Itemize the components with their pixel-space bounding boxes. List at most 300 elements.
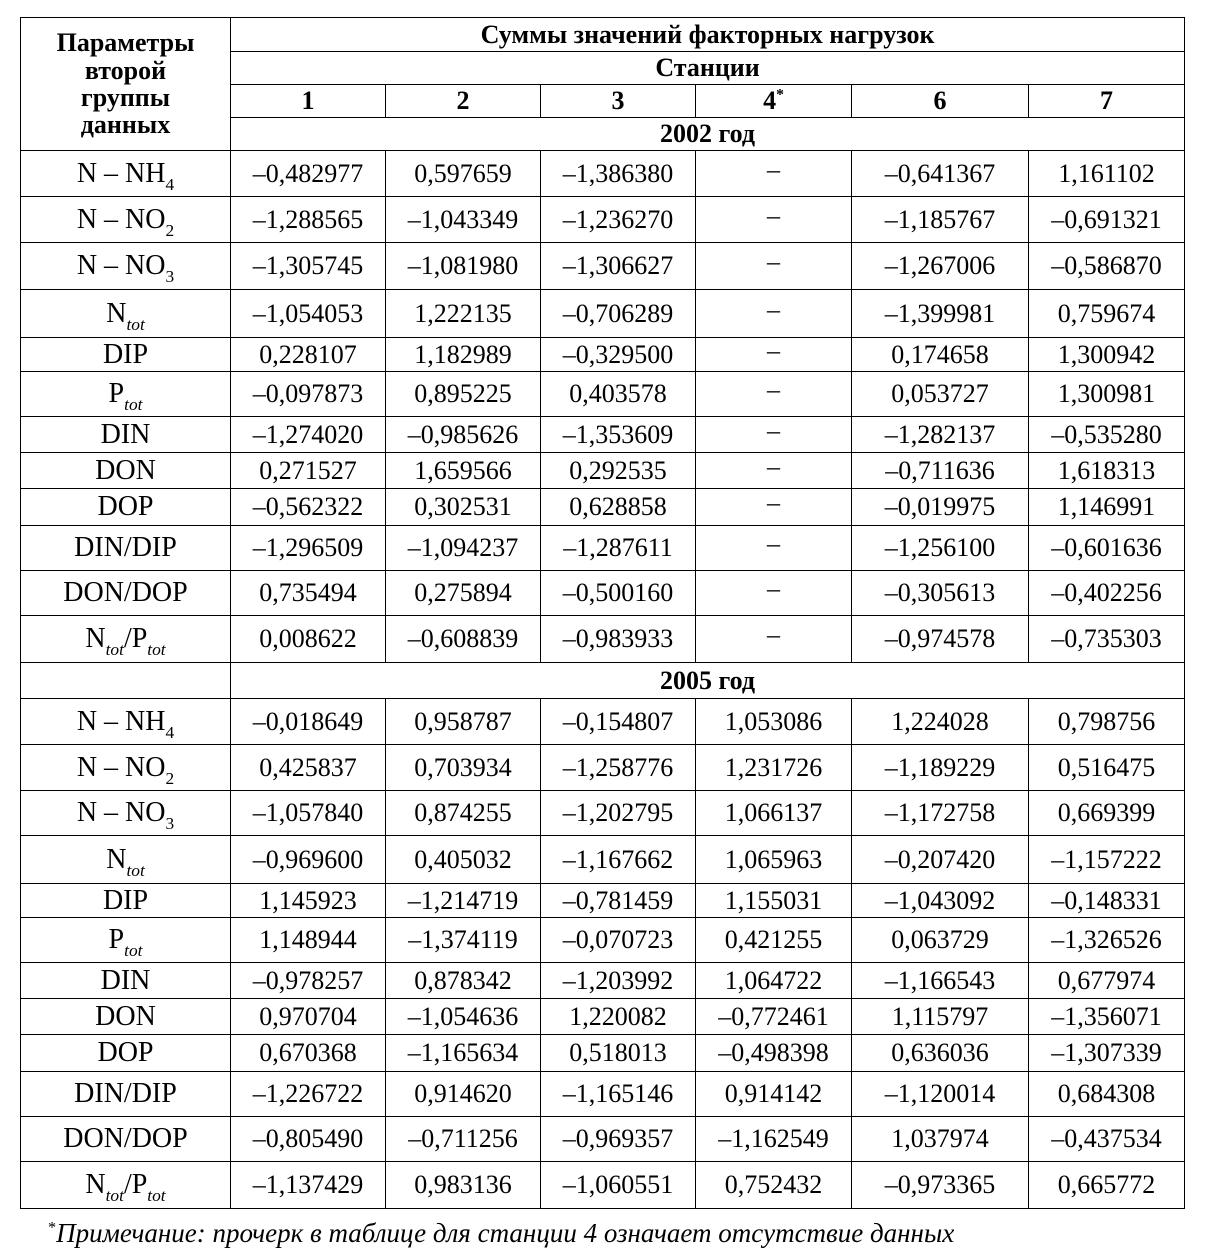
value-cell	[541, 791, 696, 836]
table-row	[21, 526, 1185, 571]
value-text: 0,874255	[414, 798, 512, 828]
value-cell	[852, 1162, 1029, 1209]
value-cell	[1029, 243, 1185, 290]
value-text: 0,752432	[724, 1170, 823, 1200]
parameter-main: DIP	[102, 884, 149, 916]
parameter-main: N – NO	[76, 203, 166, 235]
value-cell	[386, 963, 541, 999]
parameter-name	[21, 1035, 231, 1072]
table-row	[21, 836, 1185, 884]
parameter-name	[21, 1162, 231, 1209]
value-cell	[541, 571, 696, 616]
station-footnote-mark: *	[776, 86, 784, 104]
value-cell	[386, 290, 541, 338]
value-cell	[696, 791, 852, 836]
value-cell	[541, 616, 696, 663]
value-text: 0,275894	[414, 578, 512, 608]
value-text: 1,066137	[724, 798, 823, 828]
value-text: –1,172758	[884, 798, 996, 828]
value-text: 1,300981	[1057, 379, 1156, 409]
parameter-main: N	[106, 843, 127, 875]
value-cell	[231, 453, 386, 489]
parameter-subscript: tot	[124, 941, 143, 961]
value-text: –0,097873	[252, 379, 364, 409]
value-cell	[1029, 338, 1185, 372]
value-text: –	[767, 620, 780, 650]
value-text: –1,054053	[252, 298, 364, 328]
value-text: 0,053727	[891, 379, 989, 409]
parameter-subscript: tot	[147, 1186, 166, 1206]
value-cell	[696, 197, 852, 243]
value-cell	[1029, 417, 1185, 453]
value-cell	[696, 884, 852, 918]
parameter-main: DIN/DIP	[74, 1078, 177, 1110]
value-cell	[231, 1072, 386, 1117]
value-cell	[541, 197, 696, 243]
value-cell	[696, 526, 852, 571]
parameter-name	[21, 338, 231, 372]
value-cell	[386, 526, 541, 571]
parameter-name	[21, 999, 231, 1035]
value-text: –0,154807	[562, 706, 674, 736]
value-text: 1,148944	[259, 925, 357, 955]
table-row	[21, 918, 1185, 963]
value-text: –1,043349	[407, 204, 519, 234]
value-cell	[386, 1162, 541, 1209]
value-cell	[852, 243, 1029, 290]
value-cell	[852, 151, 1029, 197]
value-text: –1,214719	[407, 885, 519, 915]
value-cell	[1029, 1035, 1185, 1072]
value-text: 1,300942	[1057, 339, 1156, 369]
value-text: –1,060551	[562, 1170, 674, 1200]
value-cell	[852, 745, 1029, 791]
parameter-subscript: tot	[105, 640, 124, 660]
value-text: 1,182989	[414, 339, 512, 369]
value-cell	[696, 963, 852, 999]
value-cell	[1029, 372, 1185, 417]
parameter-name	[21, 526, 231, 571]
value-cell	[231, 963, 386, 999]
value-text: –1,306627	[562, 251, 674, 281]
param-column-header	[21, 18, 231, 151]
parameter-name	[21, 836, 231, 884]
value-cell	[852, 417, 1029, 453]
value-text: –0,974578	[884, 624, 996, 654]
value-cell	[386, 489, 541, 526]
parameter-main: DOP	[97, 1037, 154, 1069]
parameter-main: N – NH	[76, 705, 166, 737]
value-text: 0,597659	[414, 158, 512, 188]
value-text: –1,054636	[407, 1001, 519, 1031]
value-text: 1,037974	[891, 1124, 989, 1154]
value-text: 0,421255	[724, 925, 823, 955]
value-text: –	[767, 247, 780, 277]
value-text: –1,081980	[407, 251, 519, 281]
value-cell	[1029, 616, 1185, 663]
value-text: –1,256100	[884, 533, 996, 563]
value-text: 1,053086	[724, 706, 823, 736]
value-cell	[1029, 884, 1185, 918]
table-row	[21, 745, 1185, 791]
value-cell	[852, 453, 1029, 489]
value-text: –0,978257	[252, 965, 364, 995]
value-cell	[696, 745, 852, 791]
value-cell	[231, 151, 386, 197]
parameter-main: /P	[123, 1169, 148, 1201]
value-text: 0,895225	[414, 379, 512, 409]
value-text: –	[767, 375, 780, 405]
value-text: 1,224028	[891, 706, 989, 736]
value-text: 1,145923	[259, 885, 357, 915]
value-cell	[541, 417, 696, 453]
value-text: –0,711256	[408, 1124, 518, 1154]
value-text: 0,878342	[414, 965, 512, 995]
value-cell	[231, 1117, 386, 1162]
value-text: –1,267006	[884, 251, 996, 281]
parameter-main: /P	[123, 623, 148, 655]
value-text: –	[767, 294, 780, 324]
station-header-1	[231, 85, 386, 118]
parameter-name	[21, 1117, 231, 1162]
value-cell	[1029, 999, 1185, 1035]
parameter-name	[21, 884, 231, 918]
value-text: 1,146991	[1057, 492, 1156, 522]
value-cell	[231, 616, 386, 663]
value-cell	[231, 338, 386, 372]
parameter-subscript: tot	[126, 860, 145, 880]
station-number: 4	[763, 86, 777, 116]
parameter-main: N – NO	[76, 797, 166, 829]
table-row	[21, 372, 1185, 417]
value-cell	[386, 338, 541, 372]
value-cell	[386, 616, 541, 663]
value-cell	[231, 1162, 386, 1209]
year-label: 2002 год	[231, 118, 1185, 151]
value-text: –0,329500	[562, 339, 674, 369]
table-row	[21, 338, 1185, 372]
value-text: –0,498398	[718, 1038, 829, 1068]
value-cell	[852, 197, 1029, 243]
table-row	[21, 151, 1185, 197]
value-text: –0,641367	[884, 158, 996, 188]
value-cell	[696, 999, 852, 1035]
value-text: –1,307339	[1051, 1038, 1162, 1068]
value-text: –1,189229	[884, 752, 996, 782]
value-text: 0,063729	[891, 925, 989, 955]
value-cell	[541, 1072, 696, 1117]
value-cell	[1029, 791, 1185, 836]
value-text: –0,805490	[252, 1124, 364, 1154]
value-text: –1,165146	[562, 1079, 674, 1109]
table-row	[21, 197, 1185, 243]
value-text: –1,305745	[252, 251, 364, 281]
value-text: –1,203992	[562, 965, 674, 995]
param-header-line: данных	[80, 110, 171, 140]
value-cell	[386, 745, 541, 791]
value-cell	[696, 571, 852, 616]
value-text: –	[767, 574, 780, 604]
value-text: –1,166543	[884, 965, 996, 995]
value-text: –1,353609	[562, 419, 674, 449]
value-cell	[852, 836, 1029, 884]
value-cell	[1029, 699, 1185, 745]
parameter-main: DON	[95, 1000, 156, 1032]
param-header-line: группы	[80, 83, 171, 112]
value-cell	[1029, 836, 1185, 884]
value-cell	[541, 1117, 696, 1162]
parameter-main: N	[85, 623, 106, 655]
parameter-subscript: 2	[165, 220, 175, 240]
value-text: –0,985626	[407, 419, 519, 449]
table-row	[21, 417, 1185, 453]
value-cell	[386, 243, 541, 290]
param-header-line: Параметры	[56, 28, 195, 58]
value-cell	[1029, 489, 1185, 526]
value-text: –	[767, 415, 780, 445]
value-text: –1,326526	[1051, 925, 1162, 955]
value-cell	[1029, 1162, 1185, 1209]
value-cell	[541, 489, 696, 526]
value-text: –0,482977	[252, 158, 364, 188]
value-text: –0,070723	[562, 925, 674, 955]
value-text: 1,064722	[724, 965, 823, 995]
station-number: 6	[933, 86, 947, 116]
parameter-name	[21, 290, 231, 338]
parameter-name	[21, 372, 231, 417]
value-text: –0,969357	[562, 1124, 674, 1154]
value-cell	[852, 290, 1029, 338]
parameter-main: DON/DOP	[63, 577, 188, 609]
parameter-name	[21, 616, 231, 663]
value-cell	[541, 243, 696, 290]
value-cell	[696, 1072, 852, 1117]
value-text: 0,914142	[724, 1079, 823, 1109]
blank-cell	[21, 663, 231, 699]
value-cell	[852, 699, 1029, 745]
parameter-subscript: tot	[126, 314, 145, 334]
parameter-main: DIP	[102, 338, 149, 370]
table-row	[21, 616, 1185, 663]
value-cell	[696, 243, 852, 290]
station-header-6	[852, 85, 1029, 118]
value-cell	[386, 571, 541, 616]
value-text: 1,065963	[724, 844, 823, 874]
value-text: –1,226722	[252, 1079, 364, 1109]
parameter-name	[21, 571, 231, 616]
value-cell	[231, 526, 386, 571]
value-cell	[696, 699, 852, 745]
value-cell	[696, 151, 852, 197]
value-text: 1,115797	[891, 1001, 989, 1031]
table-row	[21, 1072, 1185, 1117]
value-cell	[541, 338, 696, 372]
value-text: –1,043092	[884, 885, 996, 915]
value-text: –1,258776	[562, 752, 674, 782]
value-cell	[231, 836, 386, 884]
value-text: –	[767, 488, 780, 518]
table-row	[21, 1162, 1185, 1209]
parameter-main: P	[108, 378, 125, 410]
value-text: 0,983136	[414, 1170, 512, 1200]
parameter-main: DON/DOP	[63, 1123, 188, 1155]
parameter-main: DIN	[100, 418, 151, 450]
value-text: 0,703934	[414, 752, 512, 782]
value-cell	[852, 338, 1029, 372]
value-cell	[386, 999, 541, 1035]
value-cell	[541, 745, 696, 791]
parameter-name	[21, 918, 231, 963]
value-text: 0,669399	[1057, 798, 1156, 828]
parameter-main: P	[108, 924, 125, 956]
value-cell	[696, 1035, 852, 1072]
value-text: 0,665772	[1057, 1170, 1156, 1200]
value-text: –1,094237	[407, 533, 519, 563]
value-text: –1,120014	[884, 1079, 996, 1109]
value-text: 0,636036	[891, 1038, 989, 1068]
table-row	[21, 453, 1185, 489]
value-text: –0,735303	[1051, 624, 1162, 654]
station-header-4	[696, 85, 852, 118]
table-row	[21, 290, 1185, 338]
value-cell	[541, 1035, 696, 1072]
factor-loadings-table	[20, 17, 1185, 1209]
value-cell	[386, 918, 541, 963]
value-cell	[231, 699, 386, 745]
value-cell	[1029, 1072, 1185, 1117]
value-text: –	[767, 529, 780, 559]
year-section-row	[21, 663, 1185, 699]
value-cell	[696, 836, 852, 884]
parameter-main: DOP	[97, 491, 154, 523]
station-number: 2	[456, 86, 470, 116]
station-number: 3	[611, 86, 625, 116]
parameter-name	[21, 197, 231, 243]
value-cell	[386, 791, 541, 836]
value-cell	[231, 1035, 386, 1072]
value-cell	[386, 1072, 541, 1117]
value-text: 1,161102	[1058, 158, 1155, 188]
value-text: 1,618313	[1057, 455, 1156, 485]
value-text: 1,659566	[414, 455, 512, 485]
value-text: –	[767, 154, 780, 184]
value-text: –0,706289	[562, 298, 674, 328]
value-cell	[852, 1117, 1029, 1162]
table-title: Суммы значений факторных нагрузок	[231, 18, 1185, 52]
value-cell	[231, 999, 386, 1035]
value-cell	[852, 489, 1029, 526]
value-cell	[696, 1117, 852, 1162]
station-header-3	[541, 85, 696, 118]
value-cell	[231, 918, 386, 963]
table-row	[21, 699, 1185, 745]
value-text: 0,403578	[569, 379, 667, 409]
table-row	[21, 791, 1185, 836]
value-cell	[852, 1035, 1029, 1072]
value-cell	[386, 884, 541, 918]
value-cell	[231, 417, 386, 453]
value-text: –1,287611	[563, 533, 673, 563]
value-cell	[386, 372, 541, 417]
value-cell	[696, 290, 852, 338]
value-text: 1,220082	[569, 1001, 667, 1031]
value-text: 0,425837	[259, 752, 357, 782]
value-text: –0,601636	[1051, 533, 1162, 563]
table-row	[21, 1117, 1185, 1162]
value-text: 0,405032	[414, 844, 512, 874]
value-cell	[386, 453, 541, 489]
value-text: 0,518013	[569, 1038, 667, 1068]
value-cell	[1029, 918, 1185, 963]
parameter-main: N	[85, 1169, 106, 1201]
value-text: 0,174658	[891, 339, 989, 369]
parameter-main: N	[106, 297, 127, 329]
station-header-7	[1029, 85, 1185, 118]
value-text: –1,356071	[1051, 1001, 1162, 1031]
value-text: –0,973365	[884, 1170, 996, 1200]
value-cell	[386, 197, 541, 243]
value-text: –0,691321	[1051, 204, 1162, 234]
table-row	[21, 999, 1185, 1035]
value-cell	[696, 453, 852, 489]
value-cell	[541, 918, 696, 963]
value-cell	[1029, 526, 1185, 571]
value-text: 0,628858	[569, 492, 667, 522]
value-text: –0,535280	[1051, 419, 1162, 449]
param-header-line: второй	[84, 55, 167, 85]
value-cell	[1029, 151, 1185, 197]
value-cell	[852, 918, 1029, 963]
value-text: –1,162549	[718, 1124, 829, 1154]
value-text: 0,228107	[259, 339, 357, 369]
value-text: –1,137429	[252, 1170, 364, 1200]
value-cell	[541, 963, 696, 999]
value-cell	[541, 1162, 696, 1209]
parameter-subscript: 2	[165, 768, 175, 788]
table-row	[21, 963, 1185, 999]
parameter-subscript: tot	[147, 640, 166, 660]
value-cell	[852, 1072, 1029, 1117]
value-cell	[541, 884, 696, 918]
value-cell	[541, 999, 696, 1035]
value-text: –0,969600	[252, 844, 364, 874]
table-body	[21, 18, 1185, 1209]
parameter-main: DIN/DIP	[74, 532, 177, 564]
value-cell	[1029, 963, 1185, 999]
parameter-subscript: 3	[165, 267, 175, 287]
value-text: 0,914620	[414, 1079, 512, 1109]
value-text: –1,057840	[252, 798, 364, 828]
value-cell	[386, 699, 541, 745]
value-cell	[852, 963, 1029, 999]
value-text: 0,677974	[1057, 965, 1156, 995]
value-cell	[852, 999, 1029, 1035]
value-cell	[696, 489, 852, 526]
parameter-name	[21, 1072, 231, 1117]
value-cell	[852, 884, 1029, 918]
value-text: –0,983933	[562, 624, 674, 654]
value-text: 0,970704	[259, 1001, 357, 1031]
table-row	[21, 571, 1185, 616]
value-cell	[1029, 290, 1185, 338]
value-cell	[696, 1162, 852, 1209]
station-number: 7	[1100, 86, 1114, 116]
value-cell	[386, 836, 541, 884]
value-text: –1,386380	[562, 158, 674, 188]
table-row	[21, 243, 1185, 290]
value-cell	[852, 372, 1029, 417]
parameter-subscript: 4	[165, 174, 175, 194]
